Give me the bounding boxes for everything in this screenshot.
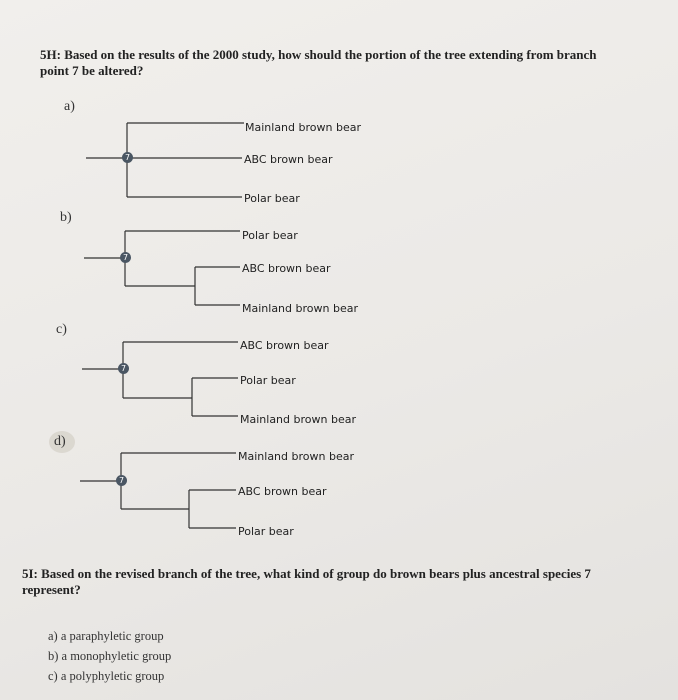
tree-c-leaf-3: Mainland brown bear (240, 413, 356, 426)
option-c-letter[interactable]: c) (56, 322, 67, 337)
answer-option-c[interactable]: c) a polyphyletic group (48, 669, 165, 683)
answer-option-b[interactable]: b) a monophyletic group (48, 649, 172, 663)
tree-d-leaf-2: ABC brown bear (238, 485, 327, 498)
tree-d-leaf-1: Mainland brown bear (238, 450, 354, 463)
tree-b-leaf-1: Polar bear (242, 229, 298, 242)
tree-b-leaf-2: ABC brown bear (242, 262, 331, 275)
tree-c-leaf-2: Polar bear (240, 374, 296, 387)
branch-point-7-badge: 7 (116, 475, 127, 486)
tree-d (80, 453, 236, 528)
answer-option-a[interactable]: a) a paraphyletic group (48, 629, 164, 643)
branch-point-7-badge: 7 (120, 252, 131, 263)
answer-list (48, 626, 171, 686)
tree-a-leaf-2: ABC brown bear (244, 153, 333, 166)
tree-a-leaf-1: Mainland brown bear (245, 121, 361, 134)
branch-point-7-badge: 7 (118, 363, 129, 374)
tree-a-leaf-3: Polar bear (244, 192, 300, 205)
option-a-letter[interactable]: a) (64, 99, 75, 114)
tree-a (86, 123, 244, 197)
option-b-letter[interactable]: b) (60, 210, 72, 225)
tree-b-leaf-3: Mainland brown bear (242, 302, 358, 315)
branch-point-7-badge: 7 (122, 152, 133, 163)
tree-d-leaf-3: Polar bear (238, 525, 294, 538)
tree-b (84, 231, 240, 305)
tree-c-leaf-1: ABC brown bear (240, 339, 329, 352)
option-d-letter[interactable]: d) (54, 434, 66, 449)
question-5i: 5I: Based on the revised branch of the tree, what kind of group do brown bears plus ancestral species 7 represent? (22, 566, 591, 597)
tree-c (82, 342, 238, 416)
question-5h: 5H: Based on the results of the 2000 study, how should the portion of the tree extending from branch point 7 be altered? (40, 47, 597, 78)
